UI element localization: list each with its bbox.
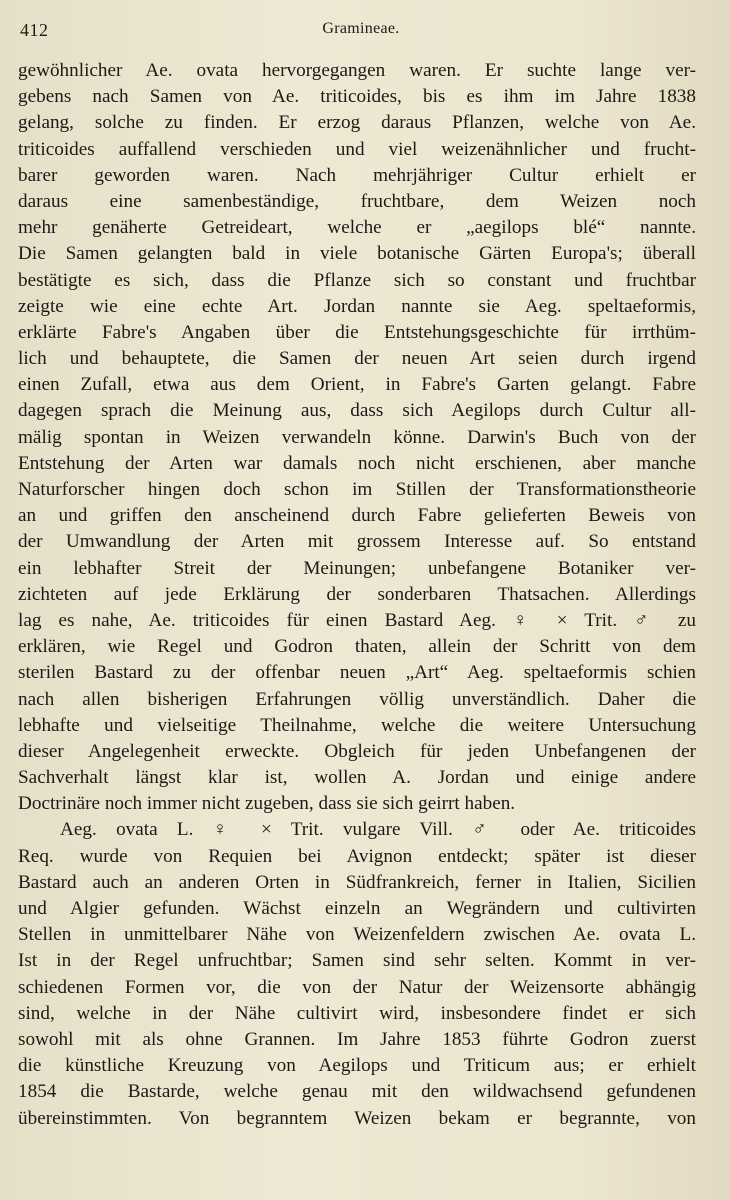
text-line: sowohl mit als ohne Grannen. Im Jahre 1853 führte Godron zuerst: [18, 1028, 696, 1050]
text-line: barer geworden waren. Nach mehrjähriger Cultur erhielt er: [18, 164, 696, 186]
text-line: sind, welche in der Nähe cultivirt wird, insbesondere findet er sich: [18, 1002, 696, 1024]
text-line: Naturforscher hingen doch schon im Stillen der Transformationstheorie: [18, 479, 696, 500]
text-line: Bastard auch an anderen Orten in Südfrankreich, ferner in Italien, Sicilien: [18, 871, 696, 893]
text-line: Stellen in unmittelbarer Nähe von Weizenfeldern zwischen Ae. ovata L.: [18, 924, 696, 946]
text-line: sterilen Bastard zu der offenbar neuen „Art“ Aeg. speltaeformis schien: [18, 662, 696, 684]
text-line: übereinstimmten. Von begranntem Weizen bekam er begrannte, von: [18, 1107, 696, 1129]
text-line: bestätigte es sich, dass die Pflanze sich so constant und fruchtbar: [18, 269, 696, 291]
text-line: lebhafte und vielseitige Theilnahme, welche die weitere Untersuchung: [18, 714, 696, 736]
text-line: daraus eine samenbeständige, fruchtbare, dem Weizen noch: [18, 190, 696, 212]
text-line: einen Zufall, etwa aus dem Orient, in Fabre's Garten gelangt. Fabre: [18, 374, 696, 396]
text-line: lich und behauptete, die Samen der neuen Art seien durch irgend: [18, 348, 696, 370]
text-line: Ist in der Regel unfruchtbar; Samen sind sehr selten. Kommt in ver-: [18, 950, 696, 972]
text-line: erklären, wie Regel und Godron thaten, allein der Schritt von dem: [18, 636, 696, 658]
text-line: zeigte wie eine echte Art. Jordan nannte sie Aeg. speltaeformis,: [18, 295, 696, 317]
text-line: Entstehung der Arten war damals noch nicht erschienen, aber manche: [18, 452, 696, 474]
text-line: dieser Angelegenheit erweckte. Obgleich für jeden Unbefangenen der: [18, 740, 696, 762]
text-line: erklärte Fabre's Angaben über die Entstehungsgeschichte für irrthüm-: [18, 321, 696, 343]
body-text: [18, 58, 696, 1132]
text-line: gewöhnlicher Ae. ovata hervorgegangen waren. Er suchte lange ver-: [18, 60, 696, 81]
text-line: mälig spontan in Weizen verwandeln könne. Darwin's Buch von der: [18, 426, 696, 448]
running-head: Gramineae.: [322, 20, 400, 37]
text-line: zichteten auf jede Erklärung der sonderbaren Thatsachen. Allerdings: [18, 583, 696, 605]
text-line: dagegen sprach die Meinung aus, dass sich Aegilops durch Cultur all-: [18, 400, 696, 422]
text-line: schiedenen Formen vor, die von der Natur der Weizensorte abhängig: [18, 976, 696, 998]
text-line: mehr genäherte Getreideart, welche er „aegilops blé“ nannte.: [18, 217, 696, 239]
text-line: Doctrinäre noch immer nicht zugeben, dass sie sich geirrt haben.: [18, 793, 516, 815]
text-line: lag es nahe, Ae. triticoides für einen Bastard Aeg. ♀ × Trit. ♂ zu: [18, 609, 696, 631]
text-line: 1854 die Bastarde, welche genau mit den wildwachsend gefundenen: [18, 1081, 696, 1103]
text-line: gebens nach Samen von Ae. triticoides, bis es ihm im Jahre 1838: [18, 86, 696, 108]
text-line: gelang, solche zu finden. Er erzog daraus Pflanzen, welche von Ae.: [18, 112, 696, 134]
text-line: der Umwandlung der Arten mit grossem Interesse auf. So entstand: [18, 531, 696, 553]
text-line: und Algier gefunden. Wächst einzeln an Wegrändern und cultivirten: [18, 898, 696, 919]
text-line: ein lebhafter Streit der Meinungen; unbefangene Botaniker ver-: [18, 557, 696, 579]
text-line: nach allen bisherigen Erfahrungen völlig unverständlich. Daher die: [18, 688, 696, 710]
text-line: triticoides auffallend verschieden und viel weizenähnlicher und frucht-: [18, 138, 696, 160]
page-header: [18, 14, 704, 54]
text-line: Sachverhalt längst klar ist, wollen A. Jordan und einige andere: [18, 767, 696, 789]
text-line: die künstliche Kreuzung von Aegilops und Triticum aus; er erhielt: [18, 1055, 696, 1077]
text-line: Die Samen gelangten bald in viele botanische Gärten Europa's; überall: [18, 243, 696, 265]
text-line: an und griffen den anscheinend durch Fabre gelieferten Beweis von: [18, 505, 696, 527]
text-line: Aeg. ovata L. ♀ × Trit. vulgare Vill. ♂ oder Ae. triticoides: [60, 819, 696, 841]
text-line: Req. wurde von Requien bei Avignon entdeckt; später ist dieser: [18, 845, 696, 867]
page-number: 412: [20, 20, 49, 40]
